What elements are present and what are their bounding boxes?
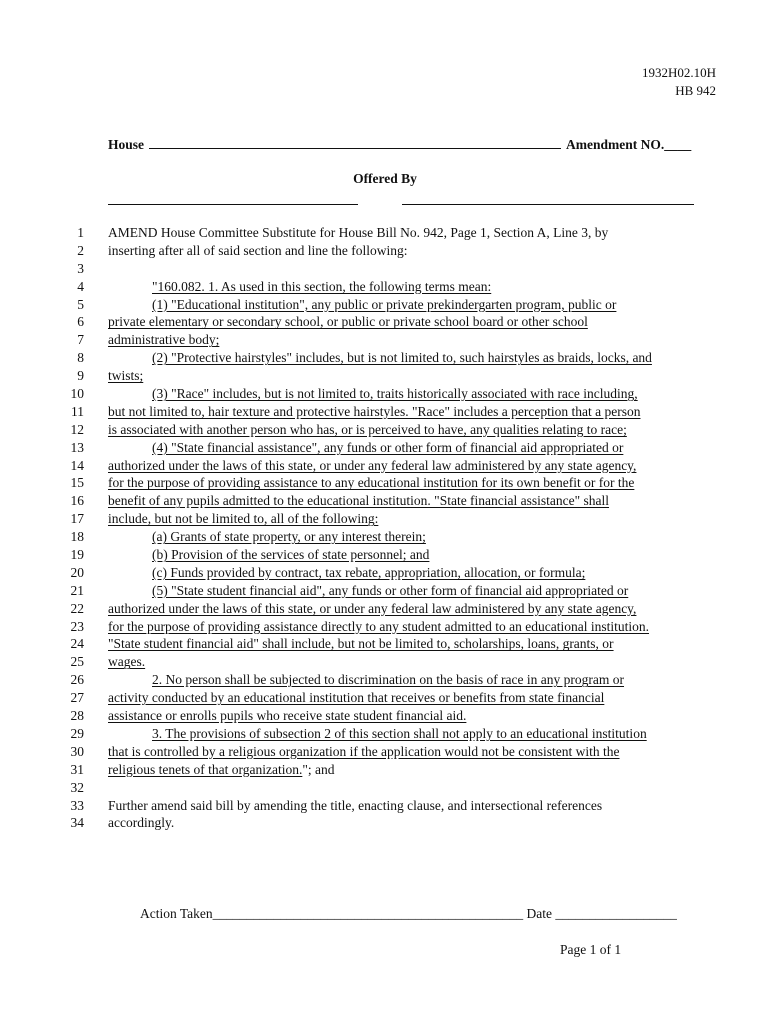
offered-by-blank-right: [402, 204, 694, 205]
line-text: [108, 367, 716, 385]
line-content: authorized under the laws of this state, or under any federal law administered by any state agency,: [108, 457, 637, 473]
offered-by-blank-left: [108, 204, 358, 205]
line-content: (5) "State student financial aid", any funds or other form of financial aid appropriated or: [152, 582, 629, 598]
line-text: [108, 725, 716, 743]
document-line: [0, 779, 770, 797]
line-text: [108, 546, 716, 564]
line-text: [108, 457, 716, 475]
line-content: wages.: [108, 654, 146, 670]
line-content: (b) Provision of the services of state personnel; and: [152, 547, 430, 563]
line-number: 5: [77, 296, 84, 312]
line-number: 8: [77, 350, 84, 366]
line-text: [108, 224, 716, 242]
document-line: [0, 474, 770, 492]
action-taken-line: Action Taken______________________________________________ Date __________________: [140, 906, 677, 921]
document-line: [0, 421, 770, 439]
line-text: [108, 421, 716, 439]
document-line: [0, 671, 770, 689]
line-text: [108, 528, 716, 546]
line-number: 11: [71, 403, 84, 419]
document-line: [0, 403, 770, 421]
line-text: [108, 439, 716, 457]
line-content: "State student financial aid" shall include, but not be limited to, scholarships, loans, grants, or: [108, 636, 614, 652]
line-text: [108, 510, 716, 528]
line-number: 27: [70, 690, 84, 706]
document-line: [0, 743, 770, 761]
document-line: [0, 385, 770, 403]
document-line: [0, 457, 770, 475]
line-number: 17: [70, 511, 84, 527]
line-text: [108, 313, 716, 331]
line-text: [108, 689, 716, 707]
line-text: [108, 582, 716, 600]
line-content: benefit of any pupils admitted to the educational institution. "State financial assistance" shall: [108, 493, 610, 509]
line-content: (3) "Race" includes, but is not limited to, traits historically associated with race including,: [152, 386, 638, 402]
line-text: [108, 707, 716, 725]
house-label: House: [108, 137, 145, 152]
line-number: 29: [70, 725, 84, 741]
document-line: [0, 582, 770, 600]
line-number: 10: [70, 386, 84, 402]
line-content: "160.082. 1. As used in this section, the following terms mean:: [152, 278, 492, 294]
page-number: Page 1 of 1: [560, 942, 622, 957]
line-number: 6: [77, 314, 84, 330]
line-content: twists;: [108, 368, 144, 384]
line-number: 22: [70, 600, 84, 616]
line-number: 13: [70, 439, 84, 455]
line-text: [108, 814, 716, 832]
line-content: inserting after all of said section and line the following:: [108, 242, 408, 258]
document-line: [0, 331, 770, 349]
line-content: that is controlled by a religious organization if the application would not be consistent with the: [108, 743, 620, 759]
line-content: authorized under the laws of this state, or under any federal law administered by any state agency,: [108, 600, 637, 616]
line-text: [108, 743, 716, 761]
line-number: 34: [70, 815, 84, 831]
document-line: [0, 564, 770, 582]
line-content: but not limited to, hair texture and protective hairstyles. "Race" includes a perception that a person: [108, 403, 641, 419]
line-text: [108, 278, 716, 296]
line-number: 9: [77, 368, 84, 384]
document-line: [0, 653, 770, 671]
line-content: AMEND House Committee Substitute for House Bill No. 942, Page 1, Section A, Line 3, by: [108, 225, 609, 240]
amendment-number-label: Amendment NO.____: [566, 137, 692, 152]
document-line: [0, 296, 770, 314]
line-number: 3: [77, 260, 84, 276]
line-content: for the purpose of providing assistance directly to any student admitted to an educational institution.: [108, 618, 650, 634]
line-content: private elementary or secondary school, or public or private school board or other school: [108, 314, 588, 330]
line-content: 2. No person shall be subjected to discrimination on the basis of race in any program or: [152, 672, 625, 688]
document-line: [0, 707, 770, 725]
line-text: [108, 653, 716, 671]
document-line: [0, 367, 770, 385]
document-line: [0, 439, 770, 457]
line-number: 30: [70, 743, 84, 759]
line-content: assistance or enrolls pupils who receive state student financial aid.: [108, 708, 467, 724]
line-number: 24: [70, 636, 84, 652]
document-line: [0, 797, 770, 815]
document-line: [0, 635, 770, 653]
line-number: 21: [70, 582, 84, 598]
line-number: 12: [70, 421, 84, 437]
line-number: 31: [70, 761, 84, 777]
document-line: [0, 814, 770, 832]
line-number: 14: [70, 457, 84, 473]
line-content: (4) "State financial assistance", any funds or other form of financial aid appropriated or: [152, 439, 624, 455]
offered-by-label: Offered By: [353, 171, 417, 186]
bill-number: HB 942: [675, 83, 716, 98]
line-number: 32: [70, 779, 84, 795]
document-line: [0, 278, 770, 296]
house-blank: [149, 136, 561, 149]
house-amendment-line: [108, 136, 714, 153]
line-number: 16: [70, 493, 84, 509]
line-number: 20: [70, 564, 84, 580]
document-line: [0, 761, 770, 779]
line-content: 3. The provisions of subsection 2 of this section shall not apply to an educational institution: [152, 725, 647, 741]
line-text: [108, 618, 716, 636]
line-number: 23: [70, 618, 84, 634]
document-line: [0, 260, 770, 278]
line-text: [108, 242, 716, 260]
document-line: [0, 349, 770, 367]
bill-code: 1932H02.10H: [641, 65, 716, 80]
line-text: [108, 474, 716, 492]
line-number: 4: [77, 278, 84, 294]
document-line: [0, 224, 770, 242]
line-text: [108, 349, 716, 367]
line-content: (2) "Protective hairstyles" includes, but is not limited to, such hairstyles as braids, locks, and: [152, 350, 652, 366]
line-text: [108, 564, 716, 582]
document-line: [0, 313, 770, 331]
document-line: [0, 618, 770, 636]
line-content: Further amend said bill by amending the title, enacting clause, and intersectional references: [108, 797, 603, 813]
line-text: [108, 385, 716, 403]
line-text: [108, 635, 716, 653]
line-content: (a) Grants of state property, or any interest therein;: [152, 529, 426, 545]
line-content: accordingly.: [108, 815, 175, 831]
document-line: [0, 492, 770, 510]
line-text: [108, 600, 716, 618]
line-number: 19: [70, 547, 84, 563]
line-number: 18: [70, 529, 84, 545]
document-line: [0, 242, 770, 260]
line-content: (c) Funds provided by contract, tax rebate, appropriation, allocation, or formula;: [152, 564, 586, 580]
line-text: [108, 492, 716, 510]
line-number: 7: [77, 332, 84, 348]
line-number: 28: [70, 708, 84, 724]
document-line: [0, 546, 770, 564]
line-number: 15: [70, 475, 84, 491]
line-number: 1: [77, 225, 84, 240]
line-text: [108, 761, 716, 779]
line-content: (1) "Educational institution", any public or private prekindergarten program, public or: [152, 296, 617, 312]
line-content: religious tenets of that organization.: [108, 761, 303, 777]
line-number: 2: [77, 242, 84, 258]
line-content: administrative body;: [108, 332, 220, 348]
document-line: [0, 510, 770, 528]
line-text: [108, 797, 716, 815]
document-line: [0, 528, 770, 546]
line-content: is associated with another person who has, or is perceived to have, any qualities relating to race;: [108, 421, 627, 437]
line-content: include, but not be limited to, all of the following:: [108, 511, 379, 527]
line-tail: "; and: [302, 761, 335, 777]
document-line: [0, 725, 770, 743]
line-text: [108, 296, 716, 314]
line-number: 26: [70, 672, 84, 688]
amendment-body: [0, 224, 770, 832]
line-content: for the purpose of providing assistance to any educational institution for its own benefit or for the: [108, 475, 635, 491]
line-text: [108, 331, 716, 349]
line-number: 25: [70, 654, 84, 670]
document-line: [0, 689, 770, 707]
line-content: activity conducted by an educational institution that receives or benefits from state financial: [108, 690, 605, 706]
line-text: [108, 671, 716, 689]
line-number: 33: [70, 797, 84, 813]
document-line: [0, 600, 770, 618]
line-text: [108, 403, 716, 421]
